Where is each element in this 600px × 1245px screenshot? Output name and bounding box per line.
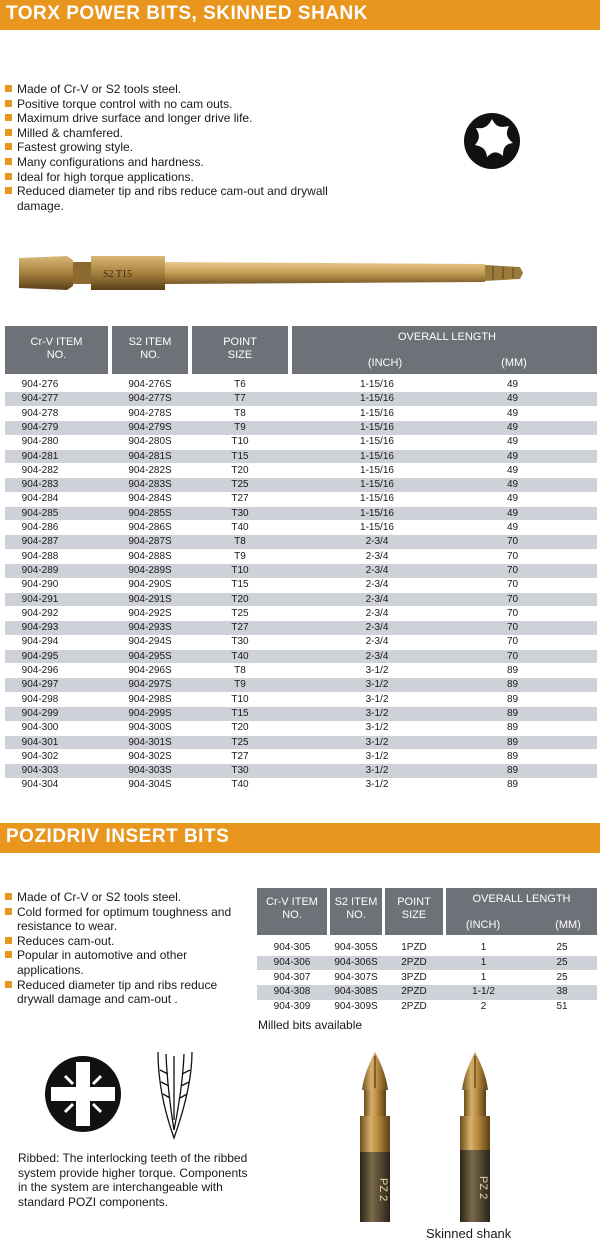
table-row [5, 607, 597, 621]
cell-mm: 25 [556, 942, 568, 953]
table-row [257, 956, 597, 971]
cell-inch: 2-3/4 [365, 650, 389, 662]
cell-crv: 904-295 [21, 650, 59, 662]
cell-inch: 1-15/16 [360, 464, 394, 476]
torx-section-header [0, 0, 600, 30]
table-row [5, 407, 597, 421]
cell-crv: 904-296 [21, 665, 59, 676]
cell-point: T8 [234, 536, 246, 548]
cell-mm: 70 [506, 650, 519, 662]
cell-s2: 904-280S [128, 436, 172, 448]
torx-bit-image [15, 250, 525, 296]
pozi-col-crv-label: Cr-V ITEM NO. [266, 896, 318, 921]
table-row [5, 435, 597, 449]
feature-item: Made of Cr-V or S2 tools steel. [5, 890, 245, 905]
pozi-features-list [5, 890, 245, 1007]
table-row [5, 621, 597, 635]
torx-star-icon [462, 111, 522, 171]
cell-point: T25 [231, 736, 249, 748]
cell-crv: 904-289 [21, 564, 59, 576]
cell-inch: 3-1/2 [365, 665, 389, 676]
cell-s2: 904-298S [128, 693, 172, 705]
torx-col-point [192, 326, 288, 374]
cell-crv: 904-301 [21, 736, 59, 748]
table-row [5, 378, 597, 392]
cell-s2: 904-305S [334, 942, 378, 953]
cell-mm: 25 [556, 971, 568, 983]
cell-inch: 2-3/4 [365, 636, 389, 648]
cell-point: T10 [231, 564, 249, 576]
cell-inch: 1 [480, 956, 487, 968]
table-row [5, 778, 597, 792]
cell-mm: 49 [506, 479, 519, 491]
cell-inch: 2-3/4 [365, 579, 389, 591]
table-row [5, 564, 597, 578]
table-row [257, 985, 597, 1000]
cell-point: 2PZD [401, 986, 427, 998]
cell-s2: 904-300S [128, 722, 172, 734]
torx-table-header [5, 326, 597, 374]
torx-col-overall-label: OVERALL LENGTH [397, 331, 496, 343]
cell-inch: 3-1/2 [365, 722, 389, 734]
cell-crv: 904-278 [21, 407, 59, 419]
cell-s2: 904-295S [128, 650, 172, 662]
cell-mm: 70 [506, 536, 519, 548]
cell-s2: 904-277S [128, 393, 172, 405]
pozidriv-bits-image [340, 1050, 520, 1222]
cell-crv: 904-288 [21, 550, 59, 562]
cell-inch: 1-15/16 [360, 436, 394, 448]
pozi-col-crv [257, 888, 327, 935]
cell-mm: 49 [506, 450, 519, 462]
pozi-col-overall-label: OVERALL LENGTH [472, 893, 571, 905]
cell-s2: 904-286S [128, 522, 172, 533]
cell-inch: 3-1/2 [365, 707, 389, 719]
table-row [5, 421, 597, 435]
cell-crv: 904-306 [273, 956, 311, 968]
cell-crv: 904-308 [273, 986, 311, 998]
torx-header-gap [0, 30, 600, 66]
pozi-section-title: POZIDRIV INSERT BITS [6, 826, 230, 847]
table-row [5, 392, 597, 406]
cell-point: T9 [234, 421, 246, 433]
cell-s2: 904-303S [128, 765, 172, 777]
cell-crv: 904-304 [21, 779, 59, 791]
pozi-col-inch-label: (INCH) [465, 919, 501, 931]
ribbed-description: Ribbed: The interlocking teeth of the ribbed system provide higher torque. Components in the system are interchangeable with standard POZI components. [18, 1151, 248, 1209]
cell-s2: 904-299S [128, 707, 172, 719]
torx-col-inch-label: (INCH) [367, 357, 403, 369]
cell-s2: 904-301S [128, 736, 172, 748]
cell-crv: 904-297 [21, 679, 59, 691]
cell-inch: 1-15/16 [360, 421, 394, 433]
table-row [257, 1000, 597, 1015]
torx-col-mm-label: (MM) [501, 357, 527, 369]
cell-s2: 904-294S [128, 636, 172, 648]
cell-inch: 1-1/2 [472, 986, 495, 998]
cell-mm: 70 [506, 593, 519, 605]
torx-features-list [5, 82, 335, 213]
table-row [5, 678, 597, 692]
table-row [5, 764, 597, 778]
cell-inch: 3-1/2 [365, 750, 389, 762]
feature-item: Many configurations and hardness. [5, 155, 335, 170]
cell-crv: 904-299 [21, 707, 59, 719]
cell-crv: 904-309 [273, 1001, 311, 1013]
pozi-table-header [257, 888, 597, 935]
cell-mm: 70 [506, 636, 519, 648]
cell-inch: 3-1/2 [365, 736, 389, 748]
cell-mm: 51 [556, 1001, 568, 1013]
cell-mm: 49 [506, 522, 519, 533]
cell-crv: 904-276 [21, 379, 59, 390]
cell-point: T20 [231, 464, 249, 476]
cell-point: 2PZD [401, 1001, 427, 1013]
torx-col-crv [5, 326, 108, 374]
cell-point: T6 [234, 379, 246, 390]
cell-crv: 904-291 [21, 593, 59, 605]
torx-col-point-label: POINT SIZE [223, 336, 257, 361]
cell-crv: 904-307 [273, 971, 311, 983]
pozi-col-point-label: POINT SIZE [397, 896, 431, 921]
cell-inch: 3-1/2 [365, 693, 389, 705]
cell-inch: 2-3/4 [365, 536, 389, 548]
table-row [5, 507, 597, 521]
cell-crv: 904-302 [21, 750, 59, 762]
table-row [5, 450, 597, 464]
cell-inch: 3-1/2 [365, 679, 389, 691]
cell-crv: 904-285 [21, 507, 59, 519]
cell-inch: 1-15/16 [360, 507, 394, 519]
cell-point: T15 [231, 450, 249, 462]
torx-col-s2-label: S2 ITEM NO. [128, 336, 172, 361]
cell-inch: 2-3/4 [365, 622, 389, 634]
pozi-col-overall [446, 888, 597, 935]
cell-mm: 38 [556, 986, 568, 998]
pozidriv-tip-profile-icon [150, 1050, 200, 1145]
cell-point: T10 [231, 693, 249, 705]
cell-inch: 2-3/4 [365, 550, 389, 562]
cell-s2: 904-289S [128, 564, 172, 576]
cell-point: T30 [231, 507, 249, 519]
cell-inch: 1-15/16 [360, 493, 394, 505]
cell-mm: 49 [506, 393, 519, 405]
cell-inch: 1-15/16 [360, 450, 394, 462]
cell-mm: 49 [506, 436, 519, 448]
pozi-col-mm-label: (MM) [555, 919, 581, 931]
skinned-shank-caption: Skinned shank [426, 1226, 512, 1241]
cell-mm: 89 [506, 679, 519, 691]
table-row [5, 593, 597, 607]
feature-item: Made of Cr-V or S2 tools steel. [5, 82, 335, 97]
cell-point: T30 [231, 765, 249, 777]
pozi-col-s2 [330, 888, 382, 935]
cell-crv: 904-279 [21, 421, 59, 433]
cell-s2: 904-302S [128, 750, 172, 762]
cell-crv: 904-290 [21, 579, 59, 591]
pozi-col-point [385, 888, 443, 935]
torx-bit-marking: S2 T15 [103, 269, 132, 280]
pozi-section-header [0, 823, 600, 853]
cell-s2: 904-291S [128, 593, 172, 605]
cell-inch: 3-1/2 [365, 779, 389, 791]
cell-s2: 904-287S [128, 536, 172, 548]
pozi-col-s2-label: S2 ITEM NO. [334, 896, 378, 921]
cell-inch: 1-15/16 [360, 479, 394, 491]
cell-mm: 89 [506, 722, 519, 734]
cell-point: T9 [234, 550, 246, 562]
cell-mm: 49 [506, 464, 519, 476]
cell-point: 1PZD [401, 942, 427, 953]
cell-point: T27 [231, 750, 249, 762]
feature-item: Reduces cam-out. [5, 934, 245, 949]
cell-inch: 1-15/16 [360, 522, 394, 533]
cell-s2: 904-288S [128, 550, 172, 562]
cell-crv: 904-280 [21, 436, 59, 448]
table-row [5, 635, 597, 649]
table-row [5, 693, 597, 707]
cell-mm: 49 [506, 407, 519, 419]
cell-point: T40 [231, 650, 249, 662]
cell-point: T10 [231, 436, 249, 448]
torx-section-title: TORX POWER BITS, SKINNED SHANK [6, 3, 368, 24]
milled-bits-note: Milled bits available [258, 1018, 363, 1032]
feature-item: Popular in automotive and other applications. [5, 948, 245, 977]
feature-item: Positive torque control with no cam outs. [5, 97, 335, 112]
cell-point: T40 [231, 522, 249, 533]
torx-col-s2 [112, 326, 188, 374]
cell-crv: 904-287 [21, 536, 59, 548]
cell-point: T8 [234, 665, 246, 676]
cell-point: T20 [231, 593, 249, 605]
cell-s2: 904-297S [128, 679, 172, 691]
table-row [5, 550, 597, 564]
pozi-header-gap [0, 853, 600, 889]
cell-point: T8 [234, 407, 246, 419]
cell-inch: 1-15/16 [360, 379, 394, 390]
cell-mm: 49 [506, 493, 519, 505]
table-row [5, 707, 597, 721]
cell-s2: 904-276S [128, 379, 172, 390]
cell-crv: 904-286 [21, 522, 59, 533]
table-row [5, 521, 597, 535]
cell-mm: 89 [506, 736, 519, 748]
cell-s2: 904-290S [128, 579, 172, 591]
table-row [5, 478, 597, 492]
cell-crv: 904-293 [21, 622, 59, 634]
cell-s2: 904-284S [128, 493, 172, 505]
cell-s2: 904-282S [128, 464, 172, 476]
cell-s2: 904-281S [128, 450, 172, 462]
cell-inch: 1 [480, 942, 487, 953]
table-row [5, 650, 597, 664]
pozidriv-recess-icon [43, 1054, 123, 1134]
cell-point: T7 [234, 393, 246, 405]
cell-s2: 904-309S [334, 1001, 378, 1013]
cell-s2: 904-307S [334, 971, 378, 983]
cell-inch: 2-3/4 [365, 564, 389, 576]
cell-crv: 904-300 [21, 722, 59, 734]
cell-crv: 904-282 [21, 464, 59, 476]
cell-inch: 1 [480, 971, 487, 983]
cell-point: T15 [231, 707, 249, 719]
cell-mm: 70 [506, 622, 519, 634]
cell-s2: 904-304S [128, 779, 172, 791]
cell-mm: 49 [506, 421, 519, 433]
cell-crv: 904-298 [21, 693, 59, 705]
feature-item: Reduced diameter tip and ribs reduce cam-out and drywall damage. [5, 184, 335, 213]
cell-mm: 89 [506, 693, 519, 705]
cell-point: T15 [231, 579, 249, 591]
cell-mm: 49 [506, 379, 519, 390]
torx-col-overall [292, 326, 597, 374]
torx-col-crv-label: Cr-V ITEM NO. [30, 336, 83, 361]
cell-crv: 904-284 [21, 493, 59, 505]
cell-s2: 904-308S [334, 986, 378, 998]
cell-crv: 904-292 [21, 607, 59, 619]
table-row [5, 721, 597, 735]
cell-crv: 904-303 [21, 765, 59, 777]
cell-s2: 904-279S [128, 421, 172, 433]
cell-mm: 89 [506, 665, 519, 676]
cell-point: T20 [231, 722, 249, 734]
cell-point: T25 [231, 607, 249, 619]
table-row [5, 664, 597, 678]
cell-mm: 70 [506, 550, 519, 562]
cell-point: T25 [231, 479, 249, 491]
cell-s2: 904-296S [128, 665, 172, 676]
cell-mm: 25 [556, 956, 568, 968]
feature-item: Reduced diameter tip and ribs reduce drywall damage and cam-out . [5, 978, 245, 1007]
cell-mm: 89 [506, 765, 519, 777]
table-row [5, 535, 597, 549]
pozi-bit-marking-right: PZ 2 [477, 1176, 489, 1200]
cell-mm: 49 [506, 507, 519, 519]
cell-mm: 70 [506, 564, 519, 576]
cell-mm: 70 [506, 607, 519, 619]
cell-inch: 1-15/16 [360, 407, 394, 419]
cell-mm: 89 [506, 707, 519, 719]
cell-s2: 904-292S [128, 607, 172, 619]
feature-item: Milled & chamfered. [5, 126, 335, 141]
cell-s2: 904-293S [128, 622, 172, 634]
feature-item: Maximum drive surface and longer drive life. [5, 111, 335, 126]
table-row [5, 750, 597, 764]
cell-crv: 904-281 [21, 450, 59, 462]
feature-item: Cold formed for optimum toughness and resistance to wear. [5, 905, 245, 934]
cell-mm: 89 [506, 750, 519, 762]
cell-point: 2PZD [401, 956, 427, 968]
table-row [5, 464, 597, 478]
table-row [5, 492, 597, 506]
cell-crv: 904-277 [21, 393, 59, 405]
cell-inch: 3-1/2 [365, 765, 389, 777]
cell-inch: 2-3/4 [365, 607, 389, 619]
cell-point: T27 [231, 622, 249, 634]
cell-point: T27 [231, 493, 249, 505]
cell-point: 3PZD [401, 971, 427, 983]
cell-mm: 89 [506, 779, 519, 791]
table-row [5, 578, 597, 592]
cell-point: T40 [231, 779, 249, 791]
cell-inch: 1-15/16 [360, 393, 394, 405]
cell-crv: 904-283 [21, 479, 59, 491]
table-row [257, 971, 597, 986]
feature-item: Fastest growing style. [5, 140, 335, 155]
cell-point: T30 [231, 636, 249, 648]
cell-mm: 70 [506, 579, 519, 591]
cell-crv: 904-294 [21, 636, 59, 648]
cell-crv: 904-305 [273, 942, 311, 953]
cell-s2: 904-283S [128, 479, 172, 491]
cell-inch: 2 [480, 1001, 487, 1013]
cell-s2: 904-278S [128, 407, 172, 419]
cell-inch: 2-3/4 [365, 593, 389, 605]
table-row [5, 736, 597, 750]
cell-point: T9 [234, 679, 246, 691]
cell-s2: 904-306S [334, 956, 378, 968]
table-row [257, 941, 597, 956]
cell-s2: 904-285S [128, 507, 172, 519]
pozi-bit-marking-left: PZ 2 [377, 1178, 389, 1202]
feature-item: Ideal for high torque applications. [5, 170, 335, 185]
